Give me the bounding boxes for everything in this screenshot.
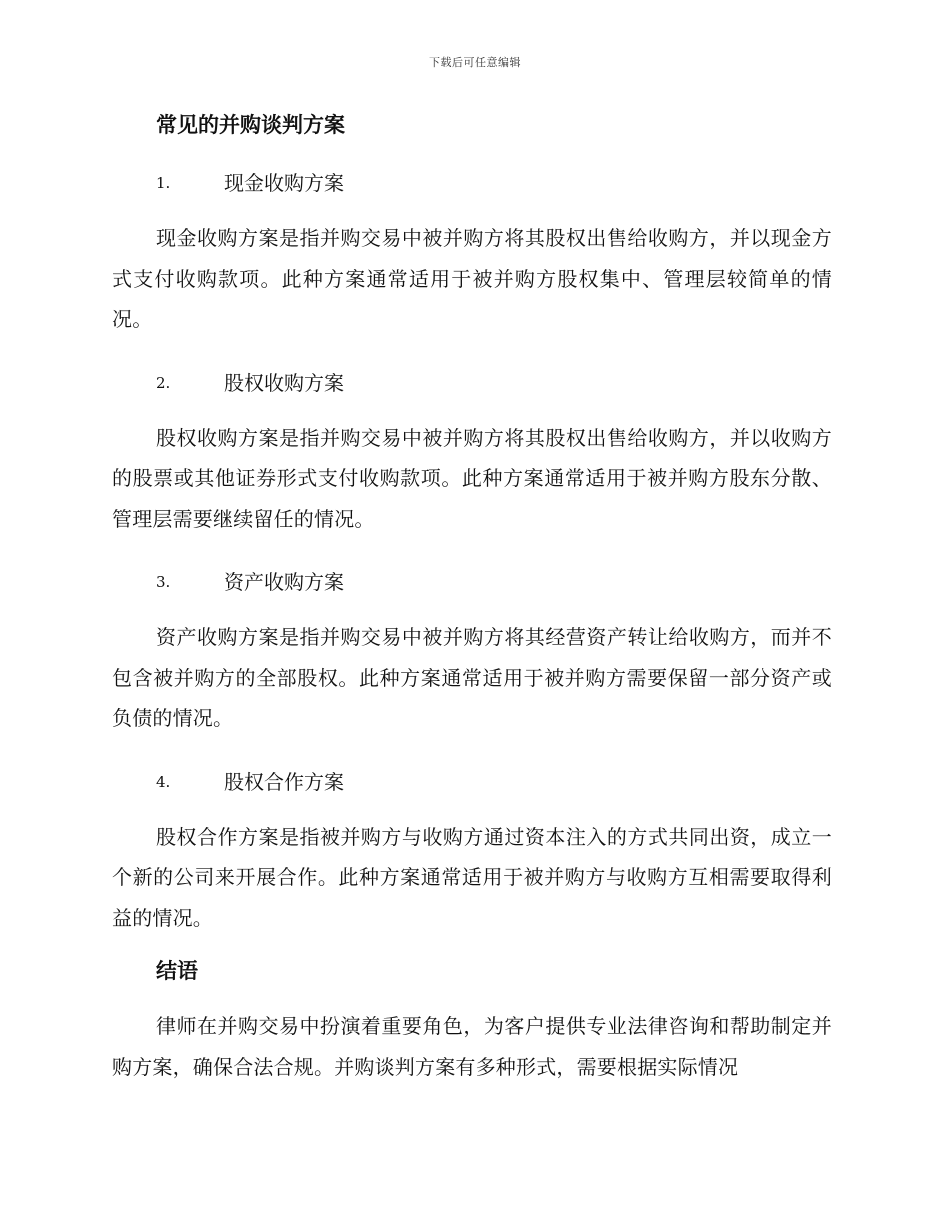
list-item-number: 3.	[156, 573, 171, 591]
list-item-title: 资产收购方案	[224, 570, 344, 594]
list-item-4	[156, 767, 832, 797]
list-item-number: 4.	[156, 772, 171, 791]
document-content	[112, 110, 832, 1087]
list-item-number: 1.	[156, 174, 171, 192]
conclusion-paragraph: 律师在并购交易中扮演着重要角色，为客户提供专业法律咨询和帮助制定并购方案，确保合法合规。并购谈判方案有多种形式，需要根据实际情况	[112, 1014, 832, 1079]
paragraph: 现金收购方案是指并购交易中被并购方将其股权出售给收购方，并以现金方式支付收购款项。此种方案通常适用于被并购方股权集中、管理层较简单的情况。	[112, 226, 832, 331]
conclusion-heading: 结语	[156, 958, 198, 983]
list-item-title: 股权收购方案	[224, 370, 344, 395]
paragraph: 股权收购方案是指并购交易中被并购方将其股权出售给收购方，并以收购方的股票或其他证券形式支付收购款项。此种方案通常适用于被并购方股东分散、管理层需要继续留任的情况。	[112, 425, 832, 531]
paragraph: 资产收购方案是指并购交易中被并购方将其经营资产转让给收购方，而并不包含被并购方的全部股权。此种方案通常适用于被并购方需要保留一部分资产或负债的情况。	[112, 625, 832, 730]
header-note: 下载后可任意编辑	[429, 56, 521, 69]
paragraph: 股权合作方案是指被并购方与收购方通过资本注入的方式共同出资，成立一个新的公司来开展合作。此种方案通常适用于被并购方与收购方互相需要取得利益的情况。	[112, 824, 832, 930]
list-item-title: 股权合作方案	[224, 769, 344, 794]
list-item-2	[156, 368, 832, 398]
list-item-3	[156, 567, 832, 597]
list-item-title: 现金收购方案	[224, 171, 344, 195]
section-title: 常见的并购谈判方案	[156, 112, 345, 137]
list-item-number: 2.	[156, 373, 171, 392]
list-item-1	[156, 168, 832, 198]
